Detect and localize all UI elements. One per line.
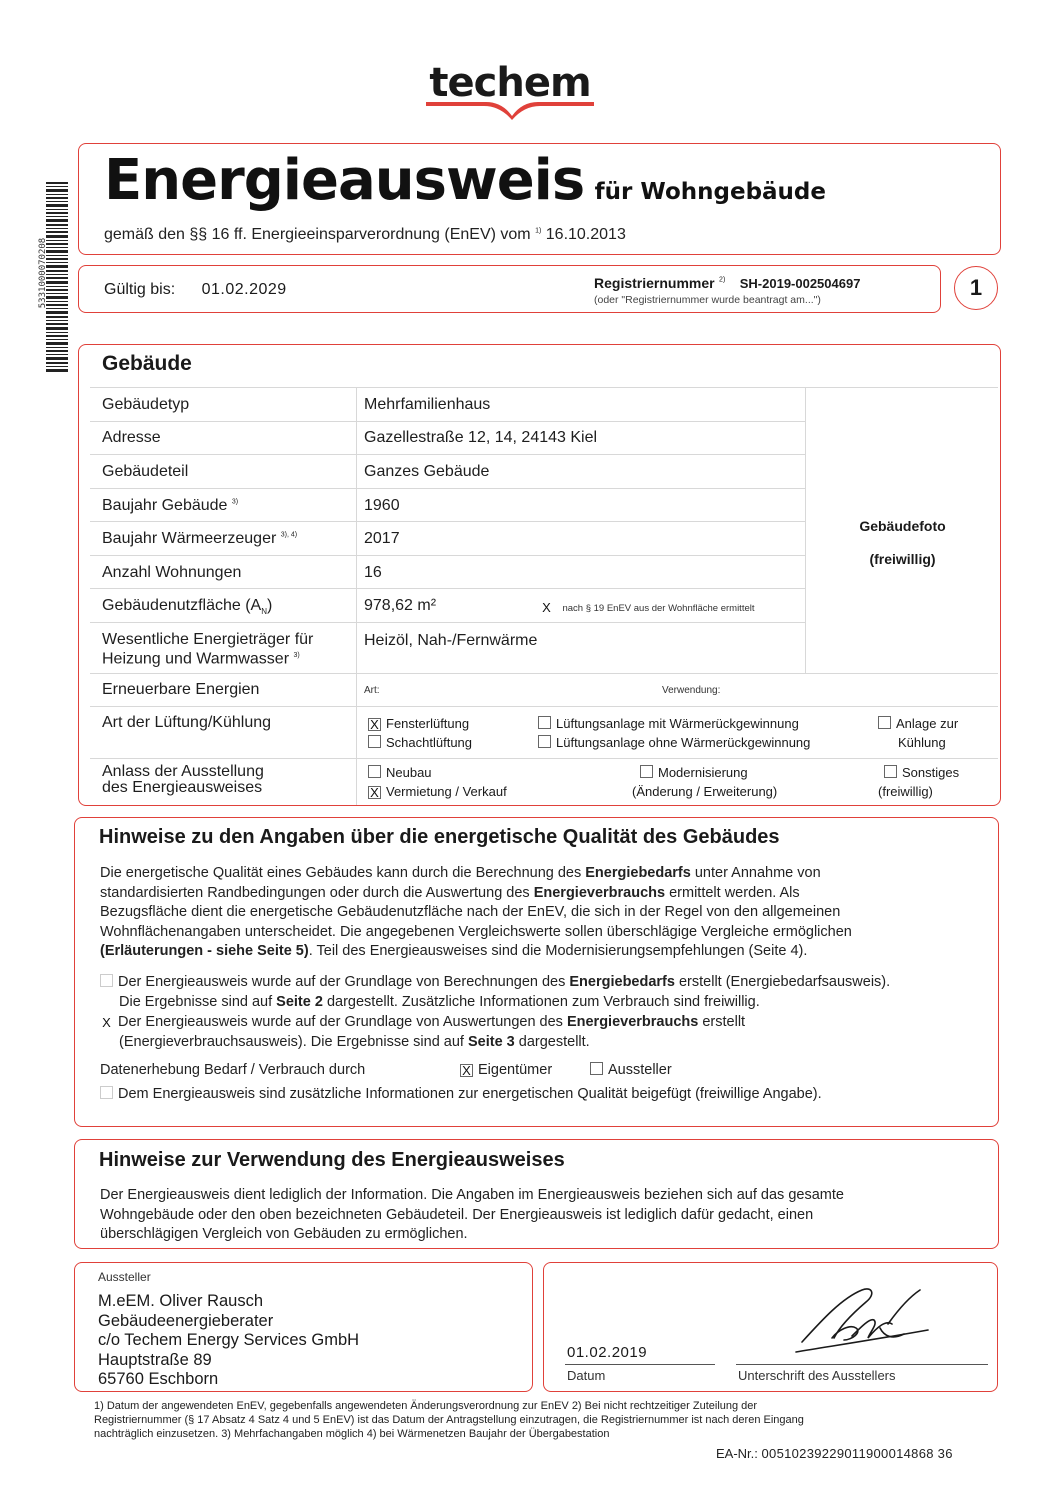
cooling-label: Anlage zur — [896, 716, 959, 731]
vent-norecovery-label: Lüftungsanlage ohne Wärmerückgewinnung — [556, 735, 811, 750]
heater-year-footnote: 3), 4) — [280, 531, 298, 539]
valid-until-label: Gültig bis: — [104, 281, 176, 298]
legal-date: 16.10.2013 — [545, 226, 626, 243]
photo-label: Gebäudefoto — [859, 518, 946, 534]
demand-d: Die Ergebnisse sind auf — [119, 993, 277, 1010]
vent-window-label: Fensterlüftung — [386, 716, 470, 731]
row-label-address: Adresse — [102, 429, 161, 446]
row-label-floor-area — [102, 597, 272, 616]
building-heading: Gebäude — [102, 352, 192, 375]
usage-line-2: Wohngebäude oder den oben bezeichneten Gebäudeteil. Der Energieausweis ist lediglich dafür gedacht, einen — [100, 1206, 814, 1223]
consumption-b: Energieverbrauchs — [566, 1014, 699, 1030]
footnote-line-1: 1) Datum der angewendeten EnEV, gegebenfalls angewendeten Änderungsverordnung zur EnEV 2) Bei nicht rechtzeitiger Zuteilung der — [94, 1400, 758, 1412]
qp-h: Wohnflächenangaben unterscheidet. Die angegebenen Vergleichswerte sollen überschlägige Vergleiche ermöglichen — [100, 923, 852, 940]
qp-e: Energieverbrauchs — [533, 884, 666, 901]
divider — [90, 758, 998, 759]
vent-opt-cooling[interactable] — [878, 716, 958, 731]
demand-a: Der Energieausweis wurde auf der Grundlage von Berechnungen des — [118, 974, 570, 990]
qp-c: unter Annahme von — [690, 865, 821, 881]
owner-option[interactable] — [460, 1061, 552, 1081]
footnote-line-3: nachträglich einzusetzen. 3) Mehrfachangaben möglich 4) bei Wärmenetzen Baujahr der Übergabestation — [94, 1428, 610, 1440]
energy-carrier-label-2: Heizung und Warmwasser — [102, 650, 290, 668]
reg-number: SH-2019-002504697 — [739, 276, 861, 291]
quality-paragraph — [100, 864, 980, 962]
floor-area-option — [540, 598, 755, 616]
side-barcode — [36, 182, 68, 372]
divider — [90, 622, 805, 623]
row-value-year-built: 1960 — [364, 497, 400, 514]
divider — [90, 454, 805, 455]
divider — [90, 387, 998, 388]
issuer-street: Hauptstraße 89 — [98, 1350, 212, 1369]
occasion-modernize-label: Modernisierung — [658, 765, 748, 780]
row-value-heater-year: 2017 — [364, 530, 400, 547]
row-label-energy-carrier — [102, 632, 313, 667]
vent-norecovery-checkbox[interactable] — [538, 735, 551, 748]
usage-line-3: überschlägigen Vergleich von Gebäuden zu ermöglichen. — [100, 1226, 468, 1242]
qp-j: . Teil des Energieausweises sind die Modernisierungsempfehlungen (Seite 4). — [308, 943, 808, 959]
valid-until-date: 01.02.2029 — [201, 281, 287, 298]
row-value-energy-carrier: Heizöl, Nah-/Fernwärme — [364, 632, 538, 649]
qp-a: Die energetische Qualität eines Gebäudes kann durch die Berechnung des — [100, 865, 586, 881]
consumption-f: dargestellt. — [514, 1033, 590, 1050]
vent-window-checkbox[interactable]: X — [368, 718, 381, 731]
title-sub: für Wohngebäude — [594, 179, 826, 205]
occasion-other-checkbox[interactable] — [884, 765, 897, 778]
renewables-art: Art: — [364, 685, 380, 696]
floor-area-text: Gebäudenutzfläche (A — [102, 597, 262, 614]
date-label: Datum — [567, 1368, 606, 1383]
photo-divider — [805, 387, 806, 673]
floor-area-note: nach § 19 EnEV aus der Wohnfläche ermittelt — [562, 603, 755, 614]
row-value-floor-area: 978,62 m² — [364, 597, 437, 614]
row-value-apartments: 16 — [364, 564, 382, 581]
occasion-label-1: Anlass der Ausstellung — [102, 763, 264, 780]
page-title — [104, 148, 826, 213]
signature-label: Unterschrift des Ausstellers — [738, 1368, 896, 1383]
divider — [90, 706, 998, 707]
vent-opt-window[interactable] — [368, 716, 469, 731]
consumption-option — [100, 1013, 990, 1052]
demand-option — [100, 973, 990, 1012]
legal-footnote: 1) — [535, 227, 542, 235]
demand-c: erstellt (Energiebedarfsausweis). — [674, 974, 891, 990]
occasion-opt-other[interactable] — [884, 765, 959, 780]
usage-heading: Hinweise zur Verwendung des Energieausweises — [99, 1149, 565, 1171]
consumption-a: Der Energieausweis wurde auf der Grundlage von Auswertungen des — [118, 1014, 567, 1030]
demand-b: Energiebedarfs — [569, 974, 675, 990]
vent-opt-shaft[interactable] — [368, 735, 472, 750]
issue-date: 01.02.2019 — [567, 1344, 648, 1361]
data-collection-row — [100, 1061, 990, 1081]
occasion-opt-modernize[interactable] — [640, 765, 748, 780]
consumption-checkbox[interactable]: X — [102, 1015, 111, 1030]
occasion-other-2: (freiwillig) — [878, 784, 933, 799]
extra-info-row — [100, 1085, 990, 1105]
occasion-new-label: Neubau — [386, 765, 432, 780]
row-label-apartments: Anzahl Wohnungen — [102, 564, 242, 581]
vent-opt-with-recovery[interactable] — [538, 716, 799, 731]
row-label-ventilation: Art der Lüftung/Kühlung — [102, 714, 272, 731]
occasion-new-checkbox[interactable] — [368, 765, 381, 778]
floor-area-sub: N — [261, 607, 267, 617]
divider — [90, 588, 805, 589]
owner-checkbox[interactable]: X — [460, 1064, 473, 1077]
vent-shaft-checkbox[interactable] — [368, 735, 381, 748]
divider — [90, 673, 998, 674]
reg-footnote: 2) — [719, 276, 726, 284]
issuer-company: c/o Techem Energy Services GmbH — [98, 1331, 360, 1349]
cooling-label-2: Kühlung — [898, 735, 946, 750]
row-value-address: Gazellestraße 12, 14, 24143 Kiel — [364, 429, 598, 446]
occasion-modernize-2: (Änderung / Erweiterung) — [632, 784, 778, 799]
row-label-heater-year — [102, 530, 297, 548]
registration — [594, 275, 860, 293]
ea-number-row — [716, 1446, 953, 1461]
legal-prefix: gemäß den §§ 16 ff. Energieeinsparverordnung (EnEV) vom — [104, 226, 531, 243]
occasion-other-label: Sonstiges — [902, 765, 960, 780]
heater-year-text: Baujahr Wärmeerzeuger — [102, 530, 277, 547]
photo-note: (freiwillig) — [869, 551, 936, 567]
row-label-occasion — [102, 764, 264, 796]
owner-label: Eigentümer — [478, 1062, 553, 1078]
ea-number: 00510239229011900014868 36 — [761, 1446, 953, 1461]
handwritten-signature-icon — [792, 1280, 932, 1360]
divider — [90, 488, 805, 489]
page-number: 1 — [969, 275, 983, 300]
ea-label: EA-Nr.: — [716, 1446, 758, 1461]
demand-checkbox[interactable] — [100, 974, 113, 987]
cooling-checkbox[interactable] — [878, 716, 891, 729]
row-label-building-part: Gebäudeteil — [102, 463, 189, 480]
vent-shaft-label: Schachtlüftung — [386, 735, 473, 750]
row-label-renewables: Erneuerbare Energien — [102, 681, 260, 698]
year-built-footnote: 3) — [231, 498, 239, 506]
issuer-city: 65760 Eschborn — [98, 1370, 219, 1388]
signature-line — [736, 1364, 988, 1365]
occasion-opt-new[interactable] — [368, 765, 432, 780]
reg-note: (oder "Registriernummer wurde beantragt am...") — [594, 294, 821, 306]
data-collection-label: Datenerhebung Bedarf / Verbrauch durch — [100, 1062, 366, 1078]
logo-text: techem — [429, 60, 591, 106]
occasion-modernize-checkbox[interactable] — [640, 765, 653, 778]
issuer-checkbox[interactable] — [590, 1062, 603, 1075]
demand-f: dargestellt. Zusätzliche Informationen zum Verbrauch sind freiwillig. — [322, 993, 760, 1010]
occasion-rent-checkbox[interactable]: X — [368, 786, 381, 799]
floor-area-end: ) — [267, 597, 273, 614]
energy-carrier-footnote: 3) — [293, 652, 300, 659]
vent-opt-without-recovery[interactable] — [538, 735, 810, 750]
page-number-badge — [954, 266, 998, 310]
barcode-icon — [46, 182, 68, 372]
divider — [90, 555, 805, 556]
techem-logo — [420, 62, 600, 124]
divider — [90, 421, 805, 422]
issuer-role: Gebäudeenergieberater — [98, 1311, 274, 1330]
floor-area-checkbox[interactable]: X — [542, 600, 551, 615]
qp-g: Bezugsfläche dient die energetische Gebäudenutzfläche nach der EnEV, die sich in der Regel von den allgemeinen — [100, 904, 841, 920]
vent-recovery-label: Lüftungsanlage mit Wärmerückgewinnung — [556, 716, 799, 731]
consumption-c: erstellt — [698, 1014, 746, 1030]
building-photo-placeholder — [810, 510, 995, 576]
energy-carrier-label-1: Wesentliche Energieträger für — [102, 631, 314, 648]
issuer-name: M.eEM. Oliver Rausch — [98, 1292, 264, 1310]
logo-swoosh-icon — [420, 100, 600, 120]
legal-basis — [104, 226, 626, 244]
row-value-building-part: Ganzes Gebäude — [364, 463, 490, 480]
issuer-option[interactable] — [590, 1061, 672, 1081]
row-value-building-type: Mehrfamilienhaus — [364, 396, 491, 413]
occasion-label-2: des Energieausweises — [102, 779, 263, 796]
issuer-label: Aussteller — [98, 1270, 151, 1284]
footnote-line-2: Registriernummer (§ 17 Absatz 4 Satz 4 und 5 EnEV) ist das Datum der Antragstellung einzutragen, die Registriernummer ist nach deren Eingang — [94, 1414, 804, 1426]
extra-info-checkbox[interactable] — [100, 1086, 113, 1099]
date-line — [565, 1364, 715, 1365]
occasion-opt-rent[interactable] — [368, 784, 507, 799]
usage-line-1: Der Energieausweis dient lediglich der Information. Die Angaben im Energieausweis beziehen sich auf das gesamte — [100, 1187, 844, 1203]
barcode-number: 5331000070208 — [38, 237, 48, 309]
extra-info-label: Dem Energieausweis sind zusätzliche Informationen zur energetischen Qualität beigefügt (freiwillige Angabe). — [118, 1086, 822, 1102]
vent-recovery-checkbox[interactable] — [538, 716, 551, 729]
qp-b: Energiebedarfs — [585, 865, 691, 881]
column-divider — [356, 387, 357, 805]
reg-label: Registriernummer — [594, 275, 715, 291]
quality-heading: Hinweise zu den Angaben über die energetische Qualität des Gebäudes — [99, 826, 780, 848]
usage-paragraph — [100, 1186, 980, 1245]
valid-until — [104, 281, 287, 299]
consumption-e: Seite 3 — [467, 1033, 515, 1050]
row-label-year-built — [102, 497, 238, 515]
occasion-rent-label: Vermietung / Verkauf — [386, 784, 507, 799]
renewables-use: Verwendung: — [662, 685, 721, 696]
title-main: Energieausweis — [104, 148, 585, 213]
qp-i: (Erläuterungen - siehe Seite 5) — [100, 943, 309, 959]
issuer-label: Aussteller — [608, 1062, 672, 1078]
consumption-d: (Energieverbrauchsausweis). Die Ergebnisse sind auf — [119, 1033, 468, 1050]
demand-e: Seite 2 — [276, 993, 323, 1010]
qp-f: ermittelt werden. Als — [665, 884, 800, 901]
qp-d: standardisierten Randbedingungen oder durch die Auswertung des — [100, 884, 534, 901]
row-label-building-type: Gebäudetyp — [102, 396, 190, 413]
issuer-address — [98, 1292, 359, 1390]
footnotes — [94, 1399, 974, 1441]
year-built-text: Baujahr Gebäude — [102, 497, 228, 514]
divider — [90, 521, 805, 522]
